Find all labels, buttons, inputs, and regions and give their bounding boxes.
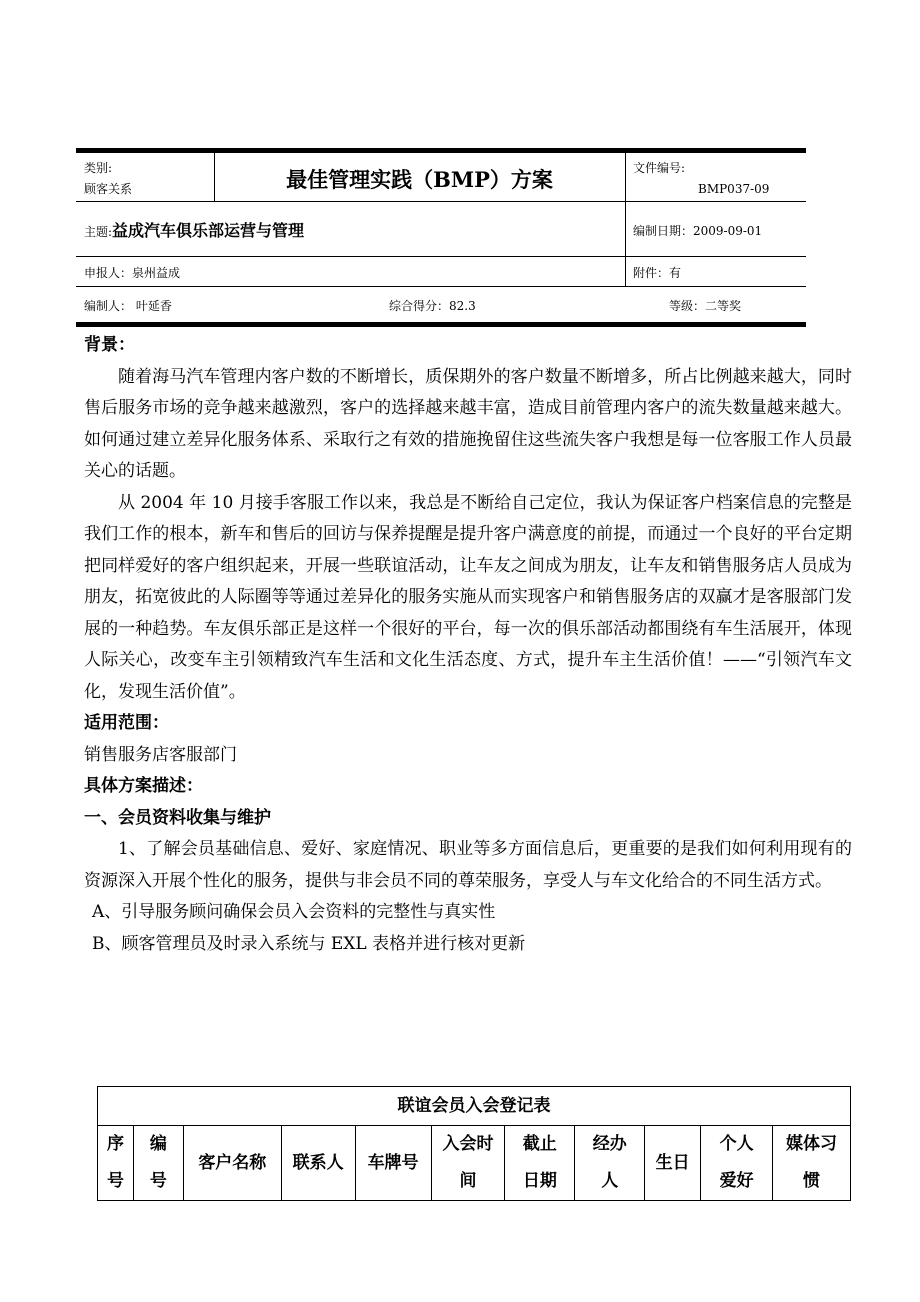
attachment: 附件：有 bbox=[633, 266, 682, 280]
member-registration-table bbox=[97, 1086, 851, 1201]
section1-heading: 一、会员资料收集与维护 bbox=[84, 807, 271, 828]
table-header-text: 编 bbox=[149, 1134, 167, 1154]
table-header-text: 号 bbox=[106, 1171, 124, 1191]
background-paragraph-2: 从 2004 年 10 月接手客服工作以来，我总是不断给自己定位，我认为保证客户档案信息的完整是我们工作的根本，新车和售后的回访与保养提醒是提升客户满意度的前提，而通过一个良好的平台定期把同样爱好的客户组织起来，开展一些联谊活动，让车友之间成为朋友，让车友和销售服务店人员成为朋友，拓宽彼此的人际圈等等通过差异化的服务实施从而实现客户和销售服务店的双赢才是客服部门发展的一种趋势。车友俱乐部正是这样一个很好的平台，每一次的俱乐部活动都围绕有车生活展开，体现人际关心，改变车主引领精致汽车生活和文化生活态度、方式，提升车主生活价值！——“引领汽车文化，发现生活价值”。 bbox=[84, 492, 852, 702]
header-row-subject bbox=[76, 202, 806, 257]
compiled-date: 编制日期：2009-09-01 bbox=[633, 224, 763, 238]
table-caption: 联谊会员入会登记表 bbox=[98, 1087, 851, 1126]
header-bottom-rule bbox=[76, 322, 806, 327]
subject-value: 益成汽车俱乐部运营与管理 bbox=[112, 221, 305, 240]
table-header-text: 惯 bbox=[803, 1171, 821, 1191]
file-no-label: 文件编号: bbox=[633, 161, 686, 175]
table-header-text: 爱好 bbox=[719, 1171, 754, 1191]
table-header-cell bbox=[575, 1126, 645, 1201]
table-header-cell bbox=[281, 1126, 355, 1201]
table-header-row bbox=[98, 1126, 851, 1201]
subject-label: 主题: bbox=[84, 225, 113, 239]
table-header-text: 经办 bbox=[592, 1134, 627, 1154]
table-header-text: 截止 bbox=[522, 1134, 557, 1154]
header-row-applicant bbox=[76, 257, 806, 287]
scope-value: 销售服务店客服部门 bbox=[84, 744, 237, 765]
subject bbox=[84, 218, 304, 241]
table-header-text: 客户名称 bbox=[198, 1152, 267, 1173]
scope-heading: 适用范围： bbox=[84, 713, 169, 733]
header-row-author bbox=[76, 287, 806, 322]
table-header-cell bbox=[355, 1126, 431, 1201]
category-value: 顾客关系 bbox=[84, 182, 133, 196]
table-header-text: 车牌号 bbox=[367, 1152, 419, 1173]
header-row-title bbox=[76, 153, 806, 202]
table-header-text: 媒体习 bbox=[786, 1134, 838, 1154]
document-header bbox=[76, 148, 806, 327]
score: 综合得分：82.3 bbox=[389, 299, 476, 313]
table-header-cell bbox=[773, 1126, 851, 1201]
section1-paragraph-1: 1、了解会员基础信息、爱好、家庭情况、职业等多方面信息后，更重要的是我们如何利用现有的资源深入开展个性化的服务，提供与非会员不同的尊荣服务，享受人与车文化给合的不同生活方式。 bbox=[84, 839, 852, 891]
table-header-text: 日期 bbox=[522, 1171, 557, 1191]
table-header-cell bbox=[701, 1126, 773, 1201]
table-header-text: 联系人 bbox=[292, 1152, 344, 1173]
file-no-value: BMP037-09 bbox=[698, 182, 770, 196]
background-paragraph-1: 随着海马汽车管理内客户数的不断增长，质保期外的客户数量不断增多，所占比例越来越大，同时售后服务市场的竞争越来越激烈，客户的选择越来越丰富，造成目前管理内客户的流失数量越来越大。如何通过建立差异化服务体系、采取行之有效的措施挽留住这些流失客户我想是每一位客服工作人员最关心的话题。 bbox=[84, 366, 852, 481]
table-header-text: 入会时 bbox=[442, 1134, 494, 1154]
table-header-cell bbox=[505, 1126, 575, 1201]
table-header-text: 序 bbox=[106, 1134, 124, 1154]
document-body bbox=[84, 330, 852, 960]
doc-title: 最佳管理实践（BMP）方案 bbox=[286, 167, 553, 192]
table-header-text: 个人 bbox=[719, 1134, 754, 1154]
table-header-cell bbox=[98, 1126, 134, 1201]
table-header-text: 号 bbox=[149, 1171, 167, 1191]
background-heading: 背景： bbox=[84, 335, 135, 355]
table-header-cell bbox=[133, 1126, 183, 1201]
author: 编制人： 叶延香 bbox=[84, 299, 172, 313]
table-header-text: 人 bbox=[601, 1171, 619, 1191]
plan-heading: 具体方案描述： bbox=[84, 776, 203, 796]
item-a: A、引导服务顾问确保会员入会资料的完整性与真实性 bbox=[92, 902, 496, 922]
table-header-text: 生日 bbox=[655, 1152, 690, 1173]
table-header-cell bbox=[645, 1126, 701, 1201]
applicant: 申报人：泉州益成 bbox=[84, 266, 181, 280]
table-header-cell bbox=[431, 1126, 505, 1201]
table-header-cell bbox=[183, 1126, 281, 1201]
table-header-text: 间 bbox=[459, 1171, 477, 1191]
item-b: B、顾客管理员及时录入系统与 EXL 表格并进行核对更新 bbox=[92, 933, 526, 954]
category-label: 类别: bbox=[84, 161, 113, 175]
grade: 等级：二等奖 bbox=[669, 299, 742, 313]
